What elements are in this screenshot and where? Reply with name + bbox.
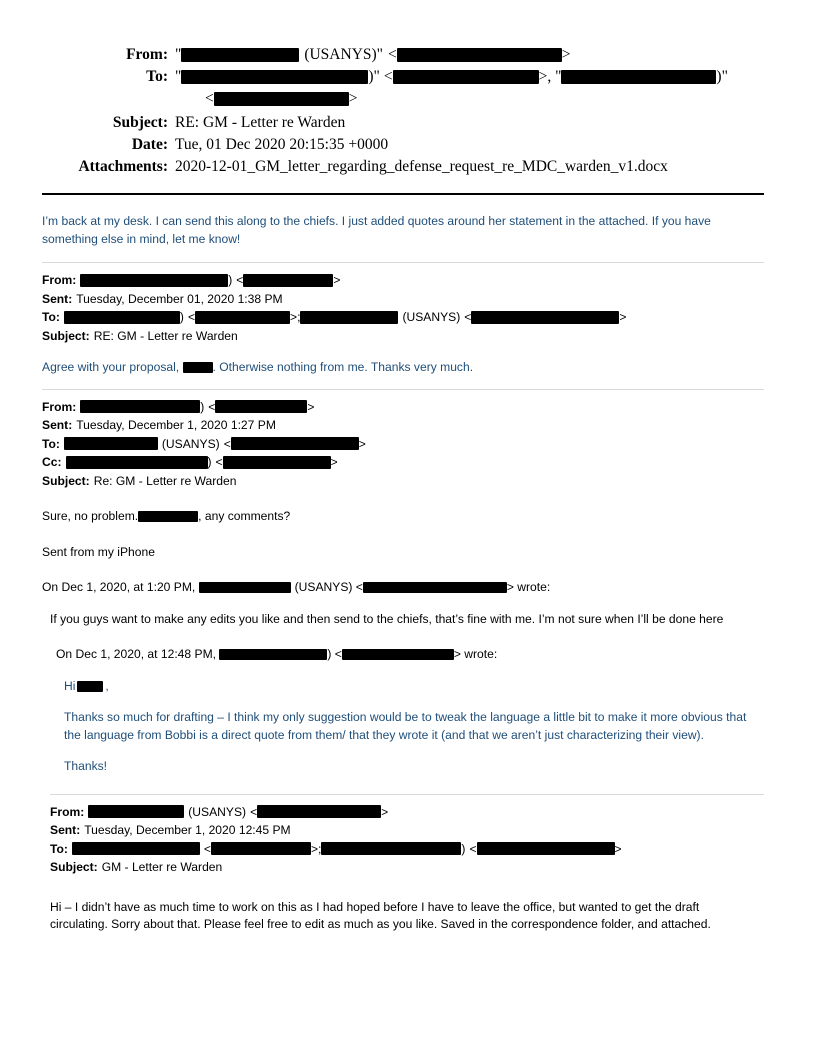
date-text: Tue, 01 Dec 2020 20:15:35 +0000 [175,136,389,153]
msg3-subject-row [50,858,764,877]
from-lt: < [388,46,397,63]
redaction-bar [66,456,208,469]
redaction-bar [231,437,359,450]
msg2-subject-label: Subject: [42,473,90,488]
to-end: )" [716,68,728,85]
from-org: (USANYS)" [304,46,383,63]
to-close-1: )" [368,68,380,85]
from-gt: > [561,46,571,63]
header-label-date: Date: [131,136,168,153]
header-value-date [175,134,764,155]
msg2-from-close: ) [200,399,205,414]
msg1-to-lt1: < [187,310,196,324]
to-lt-1: < [383,68,393,85]
quote2-greeting [64,678,764,696]
msg3-to-lt2: < [469,841,477,856]
header-label-to: To: [146,68,168,85]
msg1-to-gt2: > [619,310,627,324]
quote2-post: > wrote: [453,647,498,661]
msg3-sent-value: Tuesday, December 1, 2020 12:45 PM [84,823,291,837]
quote1-body: If you guys want to make any edits you like and then send to the chiefs, that’s fine with me. I’m not sure when I’ll be done here [50,611,724,626]
to-open-quote: " [175,68,182,85]
header-label-from: From: [126,46,168,63]
msg2-to-row [42,435,764,454]
header-row-subject [56,112,764,133]
msg1-to-close1: ) [179,310,184,324]
msg1-subject-value: RE: GM - Letter re Warden [93,328,238,343]
email-header [56,44,764,177]
msg3-from-org: (USANYS) [188,804,247,819]
msg1-to-row [42,308,764,327]
msg2-sent-value: Tuesday, December 1, 2020 1:27 PM [76,418,276,432]
msg1-sent-row [42,290,764,309]
header-value-to [175,66,764,87]
msg1-subject-row [42,327,764,346]
quoted-message-3-header [50,803,764,877]
header-row-attachments [56,156,764,177]
msg2-signature: Sent from my iPhone [42,544,155,559]
redaction-bar [397,48,562,62]
msg1-to-semi: >; [290,310,301,324]
subject-text: RE: GM - Letter re Warden [175,114,346,131]
msg2-sent-row [42,416,764,435]
redaction-bar [223,456,331,469]
redaction-bar [477,842,615,855]
quoted-message-2-header [42,398,764,491]
quote1-org: (USANYS) < [294,580,363,594]
msg2-text-b: , any comments? [198,509,291,523]
header-label-attachments: Attachments: [78,158,168,175]
redaction-bar [321,842,461,855]
header-value-attachments [175,156,764,177]
msg2-from-lt: < [208,399,216,414]
msg2-cc-lt: < [215,455,223,469]
msg1-sent-label: Sent: [42,291,73,306]
to-line2-gt: > [348,90,358,107]
redaction-bar [393,70,539,84]
redaction-bar [215,400,307,413]
redaction-bar [211,842,311,855]
redaction-bar [183,362,213,373]
quote2-body: Thanks so much for drafting – I think my only suggestion would be to tweak the language a little bit to make it more obvious that the language from Bobbi is a direct quote from them/ that they wrote it (and that we aren’t just characterizing their view). [64,710,747,742]
msg3-from-lt: < [250,804,258,819]
msg2-cc-close: ) [207,455,212,469]
from-open-quote: " [175,46,182,63]
msg2-cc-row [42,453,764,472]
quote1-attribution [42,579,764,597]
msg3-sent-row [50,821,764,840]
msg3-from-label: From: [50,804,85,819]
redaction-bar [219,649,327,660]
redaction-bar [199,582,291,593]
redaction-bar [138,511,198,522]
msg2-cc-label: Cc: [42,455,62,469]
msg3-to-row [50,840,764,859]
header-row-from [56,44,764,65]
quote2-mid: ) < [327,647,342,661]
msg2-from-label: From: [42,399,77,414]
msg3-to-label: To: [50,841,68,856]
header-row-to [56,66,764,87]
redaction-bar [214,92,349,106]
msg3-paragraph: Hi – I didn’t have as much time to work on this as I had hoped before I have to leave the office, but wanted to get the draft circulating. Sorry about that. Please feel free to edit as much as you like. Saved in the correspondence folder, and attached. [50,899,711,931]
header-value-from [175,44,764,65]
msg3-to-close2: ) [461,841,466,856]
msg2-from-row [42,398,764,417]
msg2-text-a: Sure, no problem. [42,509,139,523]
header-value-to-cont [175,88,764,109]
msg1-subject-label: Subject: [42,328,90,343]
redaction-bar [80,400,200,413]
msg1-from-row [42,271,764,290]
redaction-bar [181,70,368,84]
msg2-paragraph [42,508,764,526]
redaction-bar [64,437,158,450]
to-mid: >, " [538,68,562,85]
msg2-from-gt: > [307,399,315,414]
msg1-text-b: . Otherwise nothing from me. Thanks very much. [212,360,474,374]
redaction-bar [257,805,381,818]
msg2-to-lt: < [223,436,231,451]
msg3-from-row [50,803,764,822]
msg1-text-a: Agree with your proposal, [42,360,183,374]
redaction-bar [80,274,228,287]
redaction-bar [300,311,398,324]
msg2-sent-label: Sent: [42,418,73,432]
quote2-attribution [56,646,764,664]
msg2-to-gt: > [358,436,366,451]
msg2-subject-row [42,472,764,491]
redaction-bar [195,311,290,324]
redaction-bar [181,48,299,62]
msg2-to-org: (USANYS) [161,436,220,451]
quote1-pre: On Dec 1, 2020, at 1:20 PM, [42,580,199,594]
msg3-to-semi: >; [310,841,322,856]
msg1-to-org: (USANYS) [402,310,461,324]
msg1-to-lt2: < [464,310,472,324]
msg3-subject-label: Subject: [50,860,98,874]
header-label-subject: Subject: [112,114,168,131]
redaction-bar [561,70,716,84]
attachment-filename[interactable]: 2020-12-01_GM_letter_regarding_defense_request_re_MDC_warden_v1.docx [175,158,668,175]
msg1-to-label: To: [42,310,60,324]
msg1-from-gt: > [333,273,341,287]
quote2-pre: On Dec 1, 2020, at 12:48 PM, [56,647,220,661]
msg1-from-label: From: [42,273,77,287]
email-body [42,195,764,934]
header-row-to-cont [56,88,764,109]
msg2-cc-gt: > [330,455,338,469]
redaction-bar [88,805,184,818]
quote1-post: > wrote: [506,580,551,594]
msg1-paragraph [42,359,764,377]
msg2-subject-value: Re: GM - Letter re Warden [93,473,237,488]
quote2-comma: , [105,678,109,693]
redaction-bar [72,842,200,855]
msg3-to-lt1: < [203,841,211,856]
redaction-bar [342,649,454,660]
msg1-from-close: ) [228,273,233,287]
to-line2-lt: < [205,90,214,107]
redaction-bar [77,681,103,692]
redaction-bar [363,582,507,593]
msg3-sent-label: Sent: [50,823,81,837]
msg1-sent-value: Tuesday, December 01, 2020 1:38 PM [76,291,283,306]
msg2-to-label: To: [42,436,60,451]
quote2-thanks: Thanks! [64,759,108,773]
redaction-bar [471,311,619,324]
quoted-message-1-header [42,271,764,345]
msg3-to-gt2: > [614,841,622,856]
msg3-subject-value: GM - Letter re Warden [101,860,223,874]
quote2-hi: Hi [64,678,76,693]
msg3-from-gt: > [381,804,389,819]
header-row-date [56,134,764,155]
redaction-bar [64,311,180,324]
redaction-bar [243,274,333,287]
intro-paragraph: I’m back at my desk. I can send this along to the chiefs. I just added quotes around her statement in the attached. If you have something else in mind, let me know! [42,214,711,246]
msg1-from-lt: < [236,273,244,287]
header-value-subject [175,112,764,133]
